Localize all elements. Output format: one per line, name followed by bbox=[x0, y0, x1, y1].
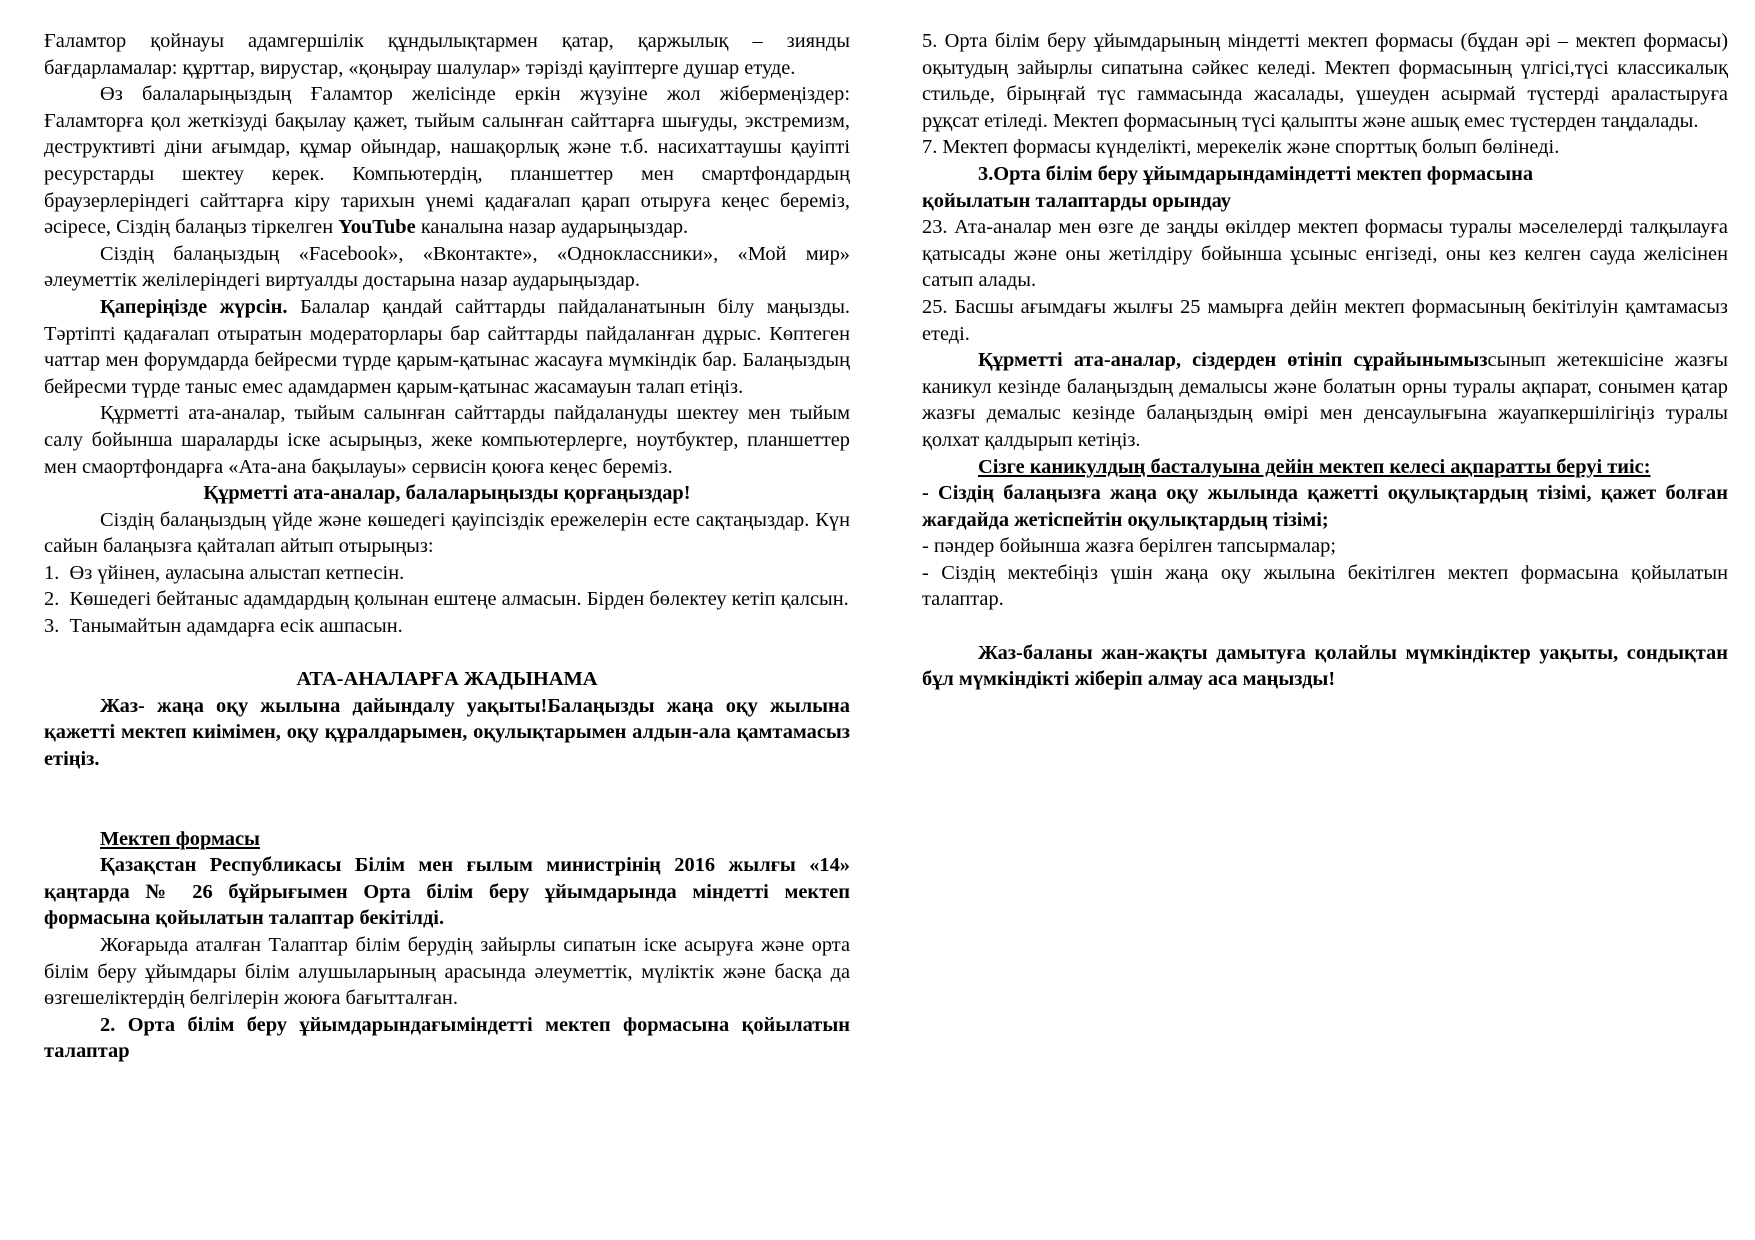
memo-title: АТА-АНАЛАРҒА ЖАДЫНАМА bbox=[296, 668, 598, 691]
left-column bbox=[44, 28, 850, 1065]
attention-paragraph bbox=[44, 294, 850, 400]
item-23-paragraph: 23. Ата-аналар мен өзге де заңды өкілдер мектеп формасы туралы мәселелерді талқылауға қатысады және оны жетілдіру бойынша ұсыныс енгізеді, оны кез келген сауда желісінен сатып алады. bbox=[922, 216, 1728, 292]
item-7-paragraph: 7. Мектеп формасы күнделікті, мерекелік және спорттық болып бөлінеді. bbox=[922, 136, 1560, 159]
internet-control-text: Өз балаларыңыздың Ғаламтор желісінде еркін жүзуіне жол жібермеңіздер: Ғаламторға қол жеткізуді бақылау қажет, тыйым салынған сайттарға шығуды, экстремизм, деструктивті діни ағымдар, құмар ойындар, нашақорлық және т.б. насихаттаушы қауіпті ресурстарды шектеу керек. Компьютердің, планшеттер мен смартфондардың браузерлеріндегі сайттарға кіру тарихын үнемі қадағалап қарап отыруға кеңес береміз, әсіресе, Сіздің балаңыз тіркелген bbox=[44, 83, 850, 239]
list-item: 2. Көшедегі бейтаныс адамдардың қолынан ештеңе алмасын. Бірден бөлектеу кетіп қалсын. bbox=[44, 588, 849, 611]
info-item-uniform: - Сіздің мектебіңіз үшін жаңа оқу жылына бекітілген мектеп формасына қойылатын талаптар. bbox=[922, 561, 1728, 611]
school-uniform-heading: Мектеп формасы bbox=[100, 827, 260, 850]
parents-request-text: сынып жетекшісіне жазғы каникул кезінде балаңыздың демалысы және болатын орны туралы ақпарат, сонымен қатар жазғы демалыс кезінде балаңыздың өмірі мен денсаулығына жауапкершілігіңіз туралы қолхат қалдырып кетіңіз. bbox=[922, 349, 1728, 451]
list-item: 3. Танымайтын адамдарға есік ашпасын. bbox=[44, 615, 403, 638]
internet-control-end: каналына назар аударыңыздар. bbox=[420, 216, 689, 239]
safety-rules-paragraph: Сіздің балаңыздың үйде және көшедегі қауіпсіздік ережелерін есте сақтаңыздар. Күн сайын балаңызға қайталап айтып отырыңыз: bbox=[44, 508, 850, 558]
internet-control-paragraph bbox=[44, 81, 850, 241]
parental-control-paragraph: Құрметті ата-аналар, тыйым салынған сайттарды пайдалануды шектеу мен тыйым салу бойынша шараларды іске асырыңыз, жеке компьютерлерге, ноутбуктер, планшеттер мен смаортфондарға «Ата-ана бақылауы» сервисін қоюға кеңес береміз. bbox=[44, 402, 850, 478]
internet-risks-paragraph: Ғаламтор қойнауы адамгершілік құндылықтармен қатар, қаржылық – зиянды бағдарламалар: құрттар, вирустар, «қоңырау шалулар» тәрізді қауіптерге душар етуде. bbox=[44, 30, 850, 79]
info-item-assignments: - пәндер бойынша жазға берілген тапсырмалар; bbox=[922, 535, 1337, 558]
item-5-paragraph: 5. Орта білім беру ұйымдарының міндетті мектеп формасы (бұдан әрі – мектеп формасы) оқытудың зайырлы сипатына сәйкес келеді. Мектеп формасының үлгісі,түсі классикалық стильде, бірыңғай түс гаммасында жасалады, үшеуден асырмай түстерді араластыруға рұқсат етіледі. Мектеп формасының түсі қалыпты және ашық емес түстерден таңдалады. bbox=[922, 30, 1728, 132]
info-heading: Сізге каникулдың басталуына дейін мектеп келесі ақпаратты беруі тиіс: bbox=[978, 455, 1651, 478]
parents-request-label: Құрметті ата-аналар, сіздерден өтініп сұрайынымыз bbox=[978, 349, 1488, 372]
protect-children-heading: Құрметті ата-аналар, балаларыңызды қорғаңыздар! bbox=[203, 482, 691, 505]
item-25-paragraph: 25. Басшы ағымдағы жылғы 25 мамырға дейін мектеп формасының бекітілуін қамтамасыз етеді. bbox=[922, 295, 1728, 345]
section-3-heading-line1: 3.Орта білім беру ұйымдарындаміндетті мектеп формасына bbox=[978, 162, 1534, 185]
section-3-heading-line2: қойылатын талаптарды орындау bbox=[922, 189, 1231, 212]
youtube-label: YouTube bbox=[338, 216, 416, 239]
uniform-order-paragraph: Қазақстан Республикасы Білім мен ғылым министрінің 2016 жылғы «14» қаңтарда № 26 бұйрығымен Орта білім беру ұйымдарында міндетті мектеп формасына қойылатын талаптар бекітілді. bbox=[44, 854, 850, 930]
right-column bbox=[922, 28, 1728, 693]
memo-text: Жаз- жаңа оқу жылына дайындалу уақыты!Балаңызды жаңа оқу жылына қажетті мектеп киімімен, оқу құралдарымен, оқулықтарымен алдын-ала қамтамасыз етіңіз. bbox=[44, 694, 850, 771]
social-networks-paragraph: Сіздің балаңыздың «Facebook», «Вконтакте», «Одноклассники», «Мой мир» әлеуметтік желілеріндегі виртуалды достарына назар аударыңыздар. bbox=[44, 242, 850, 292]
closing-paragraph: Жаз-баланы жан-жақты дамытуға қолайлы мүмкіндіктер уақыты, сондықтан бұл мүмкіндікті жіберіп алмау аса маңызды! bbox=[922, 641, 1728, 691]
parents-request-paragraph bbox=[922, 347, 1728, 453]
attention-text: Балалар қандай сайттарды пайдаланатынын білу маңызды. Тәртіпті қадағалап отыратын модераторлары бар сайттарды пайдаланған дұрыс. Көптеген чаттар мен форумдарда бейресми түрде қарым-қатынас жасауға мүмкіндік бар. Балаңыздың бейресми түрде таныс емес адамдармен қарым-қатынас жасамауын талап етіңіз. bbox=[44, 295, 850, 398]
list-item: 1. Өз үйінен, ауласына алыстап кетпесін. bbox=[44, 561, 405, 584]
uniform-purpose-paragraph: Жоғарыда аталған Талаптар білім берудің зайырлы сипатын іске асыруға және орта білім беру ұйымдары білім алушыларының арасында әлеуметтік, мүліктік және басқа да өзгешеліктердің белгілерін жоюға бағытталған. bbox=[44, 934, 850, 1010]
section-2-heading: 2. Орта білім беру ұйымдарындағыміндетті мектеп формасына қойылатын талаптар bbox=[44, 1013, 850, 1063]
attention-label: Қаперіңізде жүрсін. bbox=[100, 295, 288, 318]
info-item-textbooks: - Сіздің балаңызға жаңа оқу жылында қажетті оқулықтардың тізімі, қажет болған жағдайда жетіспейтін оқулықтардың тізімі; bbox=[922, 482, 1728, 531]
